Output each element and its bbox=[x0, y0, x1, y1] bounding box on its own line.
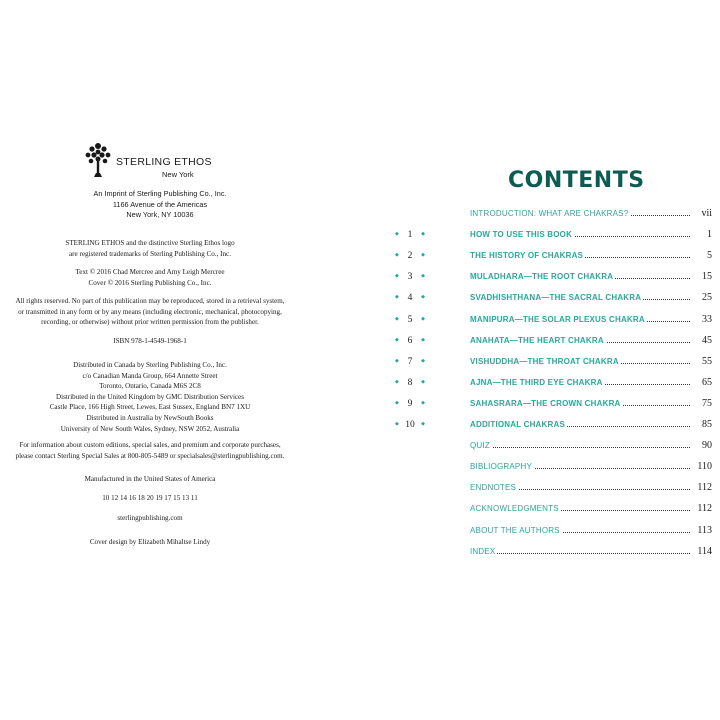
cover-design-credit: Cover design by Elizabeth Mihaltse Lindy bbox=[89, 538, 211, 546]
copyright-line: Cover © 2016 Sterling Publishing Co., Inc. bbox=[88, 278, 212, 287]
distribution-line: c/o Canadian Manda Group, 664 Annette Street bbox=[82, 371, 218, 380]
trademark-notice bbox=[2, 238, 298, 259]
toc-entry[interactable] bbox=[407, 355, 712, 370]
toc-title: INTRODUCTION: WHAT ARE CHAKRAS? bbox=[470, 209, 629, 218]
print-line: 10 12 14 16 18 20 19 17 15 13 11 bbox=[102, 494, 198, 502]
toc-page-number: 33 bbox=[699, 314, 712, 326]
rights-line: recording, or otherwise) without prior written permission from the publisher. bbox=[41, 318, 259, 327]
imprint-line: New York, NY 10036 bbox=[126, 210, 194, 219]
toc-page-number: 75 bbox=[699, 398, 712, 410]
toc-entry[interactable] bbox=[432, 503, 712, 517]
toc-title: MANIPURA—THE SOLAR PLEXUS CHAKRA bbox=[470, 314, 645, 324]
toc-title: THE HISTORY OF CHAKRAS bbox=[470, 251, 584, 261]
brand-name: STERLING ETHOS bbox=[116, 156, 212, 168]
rights-line: All rights reserved. No part of this publication may be reproduced, stored in a retrieval system, bbox=[15, 297, 285, 305]
toc-entry[interactable] bbox=[407, 334, 712, 349]
toc-page-number: 1 bbox=[704, 229, 712, 241]
contents-page bbox=[360, 0, 720, 720]
chapter-number: ◆ 3 ◆ bbox=[397, 271, 423, 283]
chapter-number: ◆ 6 ◆ bbox=[397, 335, 423, 347]
toc-entry[interactable] bbox=[432, 546, 712, 560]
distribution-line: Distributed in Canada by Sterling Publishing Co., Inc. bbox=[73, 361, 227, 369]
brand-city: New York bbox=[162, 170, 194, 179]
distribution-line: Distributed in the United Kingdom by GMC Distribution Services bbox=[56, 392, 244, 401]
imprint-line: An Imprint of Sterling Publishing Co., Inc. bbox=[93, 189, 227, 198]
toc-page-number: 15 bbox=[699, 271, 712, 283]
toc-entry[interactable] bbox=[432, 208, 712, 222]
toc-page-number: 112 bbox=[694, 503, 712, 515]
toc-page-number: 112 bbox=[694, 482, 712, 494]
toc-entry[interactable] bbox=[407, 229, 712, 243]
chapter-number: ◆ 5 ◆ bbox=[397, 314, 423, 326]
toc-page-number: 55 bbox=[699, 356, 712, 368]
toc-title: ABOUT THE AUTHORS bbox=[470, 525, 560, 535]
manufactured-notice: Manufactured in the United States of America bbox=[84, 475, 216, 483]
toc-title: ADDITIONAL CHAKRAS bbox=[470, 420, 566, 429]
toc-page-number: 65 bbox=[699, 377, 712, 389]
toc-page-number: 110 bbox=[694, 461, 712, 473]
toc-title: BIBLIOGRAPHY bbox=[470, 462, 532, 472]
toc-title: HOW TO USE THIS BOOK bbox=[470, 230, 573, 240]
toc-entry[interactable] bbox=[405, 419, 712, 433]
toc-page-number: 5 bbox=[704, 250, 712, 262]
toc-page-number: vii bbox=[698, 208, 712, 220]
chapter-number: ◆ 1 ◆ bbox=[397, 229, 423, 241]
toc-title: SVADHISHTHANA—THE SACRAL CHAKRA bbox=[470, 293, 642, 303]
toc-page-number: 113 bbox=[694, 525, 712, 537]
chapter-number: ◆ 9 ◆ bbox=[397, 398, 423, 410]
website: sterlingpublishing.com bbox=[117, 514, 183, 522]
chapter-number: ◆ 7 ◆ bbox=[397, 356, 423, 368]
toc-entry[interactable] bbox=[407, 292, 712, 306]
toc-entry[interactable] bbox=[407, 397, 712, 412]
copyright-notice bbox=[2, 267, 298, 288]
chapter-number: ◆ 2 ◆ bbox=[397, 250, 423, 262]
toc-entry[interactable] bbox=[432, 461, 712, 475]
toc-entry[interactable] bbox=[407, 250, 712, 264]
toc-entry[interactable] bbox=[407, 376, 712, 391]
distribution-notice bbox=[2, 360, 298, 434]
contents-title: CONTENTS bbox=[508, 168, 645, 193]
toc-page-number: 45 bbox=[699, 335, 712, 347]
toc-title: VISHUDDHA—THE THROAT CHAKRA bbox=[470, 356, 619, 366]
toc-title: MULADHARA—THE ROOT CHAKRA bbox=[470, 272, 614, 282]
rights-line: or transmitted in any form or by any means (including electronic, mechanical, photocopying, bbox=[18, 307, 282, 316]
toc-entry[interactable] bbox=[432, 482, 712, 496]
chapter-number: ◆ 4 ◆ bbox=[397, 292, 423, 304]
toc-entry[interactable] bbox=[432, 440, 712, 454]
chapter-number: ◆ 10 ◆ bbox=[397, 419, 423, 431]
rights-notice bbox=[2, 296, 298, 328]
toc-entry[interactable] bbox=[432, 525, 712, 539]
toc-title: INDEX bbox=[470, 546, 496, 556]
trademark-line: STERLING ETHOS and the distinctive Sterling Ethos logo bbox=[65, 239, 235, 247]
isbn: ISBN 978-1-4549-1968-1 bbox=[113, 337, 187, 345]
toc-entry[interactable] bbox=[407, 271, 712, 285]
toc-page-number: 114 bbox=[694, 546, 712, 558]
toc-page-number: 85 bbox=[699, 419, 712, 431]
distribution-line: Toronto, Ontario, Canada M6S 2C8 bbox=[99, 382, 201, 391]
dot-leader bbox=[472, 553, 690, 554]
toc-title: ACKNOWLEDGMENTS bbox=[470, 504, 559, 514]
toc-page-number: 25 bbox=[699, 292, 712, 304]
toc-title: ANAHATA—THE HEART CHAKRA bbox=[470, 335, 604, 345]
dot-leader bbox=[472, 447, 690, 448]
tree-icon bbox=[84, 140, 112, 180]
trademark-line: are registered trademarks of Sterling Publishing Co., Inc. bbox=[69, 249, 231, 258]
specialsales-line: please contact Sterling Special Sales at 800-805-5489 or specialsales@sterlingpublishing.com. bbox=[15, 451, 285, 460]
toc-title: QUIZ bbox=[470, 441, 490, 451]
imprint-line: 1166 Avenue of the Americas bbox=[112, 199, 208, 209]
publisher-logo bbox=[80, 140, 220, 180]
toc-entry[interactable] bbox=[407, 313, 712, 328]
distribution-line: Distributed in Australia by NewSouth Books bbox=[86, 413, 214, 422]
toc-title: AJNA—THE THIRD EYE CHAKRA bbox=[470, 377, 603, 387]
distribution-line: University of New South Wales, Sydney, NSW 2052, Australia bbox=[60, 424, 240, 433]
toc-title: SAHASRARA—THE CROWN CHAKRA bbox=[470, 398, 621, 408]
distribution-line: Castle Place, 166 High Street, Lewes, East Sussex, England BN7 1XU bbox=[49, 403, 251, 412]
imprint-address bbox=[20, 189, 300, 221]
specialsales-line: For information about custom editions, special sales, and premium and corporate purchases, bbox=[19, 441, 281, 449]
toc-page-number: 90 bbox=[699, 440, 712, 452]
toc-title: ENDNOTES bbox=[470, 483, 517, 493]
chapter-number: ◆ 8 ◆ bbox=[397, 377, 423, 389]
special-sales-notice bbox=[2, 440, 298, 461]
copyright-line: Text © 2016 Chad Mercree and Amy Leigh Mercree bbox=[75, 268, 225, 276]
